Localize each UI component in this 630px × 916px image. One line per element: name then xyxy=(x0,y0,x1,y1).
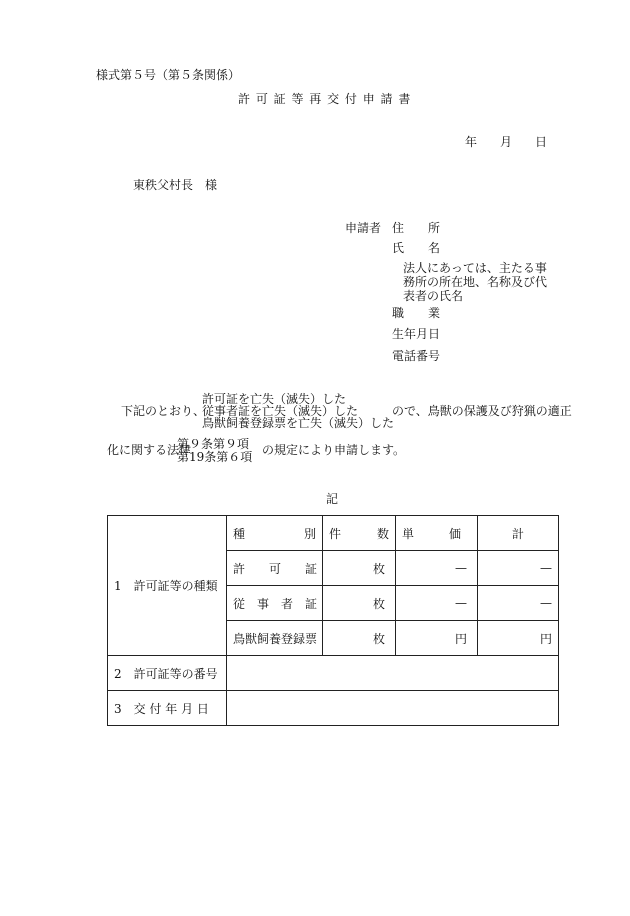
header-price-right: 価 xyxy=(448,526,461,541)
phone-label: 電話番号 xyxy=(392,349,441,363)
header-price-left: 単 xyxy=(402,526,415,541)
total-cell: — xyxy=(478,551,559,586)
price-cell: — xyxy=(396,586,478,621)
birthdate-label: 生年月日 xyxy=(392,327,441,341)
date-value-cell[interactable] xyxy=(227,691,559,726)
page-title: 許 可 証 等 再 交 付 申 請 書 xyxy=(238,92,412,106)
count-cell: 枚 xyxy=(323,551,396,586)
price-cell: — xyxy=(396,551,478,586)
body-line2-tail: の規定により申請します。 xyxy=(262,443,406,457)
count-cell: 枚 xyxy=(323,586,396,621)
name-label: 氏 名 xyxy=(392,241,441,255)
row1-label: 1 許可証等の種類 xyxy=(108,516,227,656)
law-option-9: 第９条第９項 xyxy=(177,437,250,451)
header-total: 計 xyxy=(478,516,559,551)
address-label: 住 所 xyxy=(392,221,441,235)
table-row-number xyxy=(108,656,559,691)
table-row-date xyxy=(108,691,559,726)
type-cell: 従 事 者 証 xyxy=(227,586,323,621)
corp-note-2: 務所の所在地、名称及び代 xyxy=(403,275,548,289)
request-table xyxy=(107,515,559,726)
body-lead: 下記のとおり、 xyxy=(121,404,206,418)
header-count xyxy=(323,516,396,551)
body-option-worker: 従事者証を亡失（滅失）した xyxy=(202,404,359,418)
price-cell: 円 xyxy=(396,621,478,656)
header-count-left: 件 xyxy=(329,526,342,541)
type-cell: 鳥獣飼養登録票 xyxy=(227,621,323,656)
total-cell: 円 xyxy=(478,621,559,656)
body-option-license: 許可証を亡失（滅失）した xyxy=(202,392,347,406)
row2-label: 2 許可証等の番号 xyxy=(108,656,227,691)
body-tail: ので、鳥獣の保護及び狩猟の適正 xyxy=(392,404,572,418)
header-count-right: 数 xyxy=(376,526,389,541)
ki-heading: 記 xyxy=(326,492,339,506)
type-cell: 許 可 証 xyxy=(227,551,323,586)
header-type-left: 種 xyxy=(233,526,246,541)
count-cell: 枚 xyxy=(323,621,396,656)
header-type xyxy=(227,516,323,551)
row3-label: 3 交 付 年 月 日 xyxy=(108,691,227,726)
addressee: 東秩父村長 様 xyxy=(133,178,218,192)
number-value-cell[interactable] xyxy=(227,656,559,691)
date-month: 月 xyxy=(500,135,513,149)
date-day: 日 xyxy=(535,135,548,149)
table-header-row xyxy=(108,516,559,551)
corp-note-3: 表者の氏名 xyxy=(403,289,464,303)
body-option-registration: 鳥獣飼養登録票を亡失（滅失）した xyxy=(202,416,395,430)
header-price xyxy=(396,516,478,551)
applicant-label: 申請者 xyxy=(345,221,382,235)
total-cell: — xyxy=(478,586,559,621)
corp-note-1: 法人にあっては、主たる事 xyxy=(403,261,547,275)
body-line2-lead: 化に関する法律 xyxy=(107,443,192,457)
form-number: 様式第５号（第５条関係） xyxy=(96,68,241,82)
date-year: 年 xyxy=(465,135,478,149)
header-type-right: 別 xyxy=(303,526,316,541)
occupation-label: 職 業 xyxy=(392,306,441,320)
law-option-19: 第19条第６項 xyxy=(177,450,253,464)
